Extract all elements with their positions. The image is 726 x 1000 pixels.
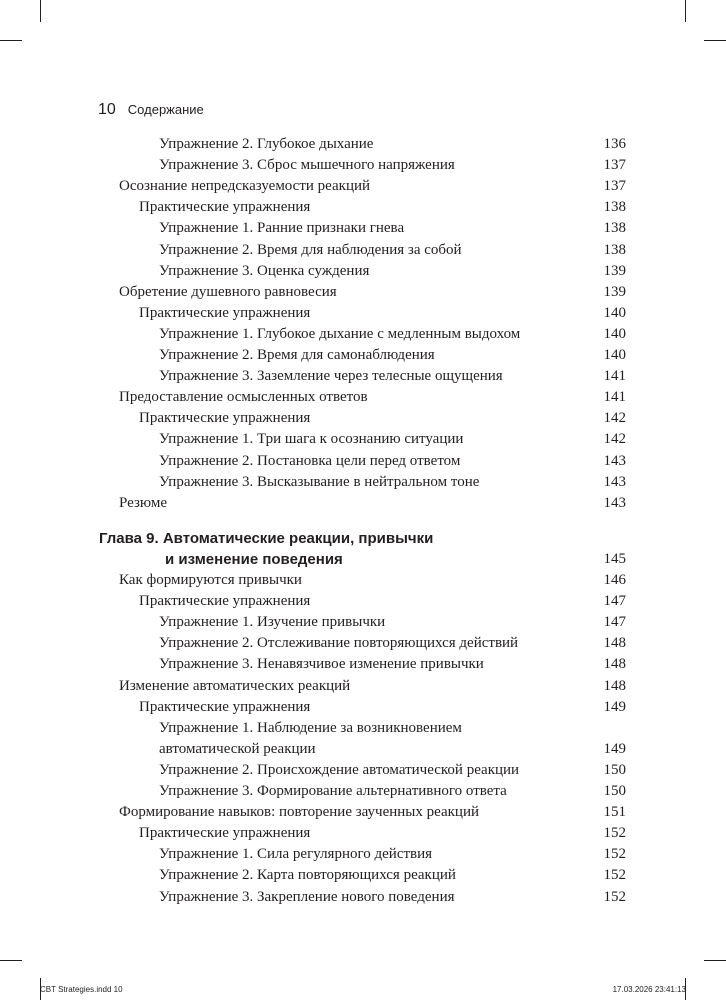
toc-entry[interactable] <box>159 429 626 450</box>
toc-entry[interactable] <box>159 218 626 239</box>
toc-entry[interactable] <box>139 408 626 429</box>
chapter-title-line1: Глава 9. Автоматические реакции, привычки <box>99 530 434 547</box>
toc-entry[interactable] <box>159 134 626 155</box>
toc-entry-title: Упражнение 2. Карта повторяющихся реакций <box>159 867 456 884</box>
chapter-heading[interactable] <box>99 528 626 570</box>
toc-entry-title: Упражнение 3. Формирование альтернативного ответа <box>159 783 507 799</box>
toc-entry-page: 141 <box>603 368 626 385</box>
toc-entry[interactable] <box>159 472 626 493</box>
toc-entry-page: 143 <box>603 452 626 469</box>
toc-entry[interactable] <box>159 718 626 760</box>
toc-entry-page: 150 <box>603 761 626 778</box>
toc-entry[interactable] <box>159 844 626 865</box>
toc-entry[interactable] <box>119 676 626 697</box>
toc-entry-page: 143 <box>603 494 626 511</box>
toc-entry-title: Предоставление осмысленных ответов <box>119 389 368 406</box>
toc-entry-title: Упражнение 1. Три шага к осознанию ситуации <box>159 431 464 448</box>
toc-entry[interactable] <box>159 760 626 781</box>
toc-entry-title: Упражнение 2. Время для самонаблюдения <box>159 347 435 363</box>
toc-entry[interactable] <box>119 570 626 591</box>
toc-entry[interactable] <box>159 261 626 282</box>
toc-entry-title: Как формируются привычки <box>119 572 302 588</box>
toc-entry-page: 152 <box>603 846 626 863</box>
toc-entry-title: Практические упражнения <box>139 825 311 842</box>
toc-entry[interactable] <box>139 697 626 718</box>
toc-entry-title: Упражнение 3. Высказывание в нейтральном тоне <box>159 473 480 490</box>
toc-entry[interactable] <box>159 345 626 366</box>
toc-entry-page: 141 <box>603 389 626 406</box>
toc-entry-title: Обретение душевного равновесия <box>119 283 337 300</box>
toc-entry-page: 150 <box>603 783 626 799</box>
toc-entry[interactable] <box>119 176 626 197</box>
toc-entry-page: 136 <box>603 136 626 152</box>
toc-entry[interactable] <box>139 197 626 218</box>
toc-entry-page: 139 <box>603 262 626 279</box>
toc-entry-page: 149 <box>603 698 626 715</box>
toc-entry-page: 139 <box>603 283 626 300</box>
toc-entry[interactable] <box>139 303 626 324</box>
toc-entry-page: 142 <box>603 410 626 427</box>
toc-entry-page: 148 <box>603 656 626 673</box>
toc-entry[interactable] <box>159 324 626 345</box>
toc-entry-page: 140 <box>603 347 626 363</box>
toc-entry-page: 147 <box>603 614 626 631</box>
toc-entry[interactable] <box>159 366 626 387</box>
toc-entry-title: Упражнение 2. Постановка цели перед ответом <box>159 452 461 469</box>
toc-entry-title: Практические упражнения <box>139 304 311 321</box>
toc-entry-title: Осознание непредсказуемости реакций <box>119 178 371 195</box>
toc-entry-title: Практические упражнения <box>139 698 311 715</box>
toc-entry-title: Упражнение 1. Изучение привычки <box>159 614 386 631</box>
toc-entry[interactable] <box>119 282 626 303</box>
toc-entry-page: 140 <box>603 304 626 321</box>
slug-date: 17.03.2026 23:41:13 <box>612 985 686 994</box>
toc-entry-page: 147 <box>603 593 626 610</box>
toc-entry[interactable] <box>159 781 626 802</box>
toc-entry-page: 148 <box>603 677 626 694</box>
toc-entry-page: 151 <box>603 804 626 821</box>
toc-entry[interactable] <box>159 155 626 176</box>
toc-entry-title: Резюме <box>119 494 168 511</box>
toc-entry[interactable] <box>119 802 626 823</box>
toc-entry[interactable] <box>159 654 626 675</box>
toc-entry-title: Практические упражнения <box>139 593 311 610</box>
toc-entry-title-continued: автоматической реакции <box>159 740 316 757</box>
toc-entry-page: 152 <box>603 825 626 842</box>
toc-entry-page: 138 <box>603 199 626 216</box>
chapter-title-line2: и изменение поведения <box>165 551 343 568</box>
toc-entry-title: Упражнение 1. Ранние признаки гнева <box>159 220 405 237</box>
toc-entry-page: 143 <box>603 473 626 490</box>
toc-entry[interactable] <box>159 451 626 472</box>
toc-entry-title: Практические упражнения <box>139 410 311 427</box>
chapter-page: 145 <box>603 551 626 567</box>
toc-entry[interactable] <box>159 612 626 633</box>
toc-entry-title: Упражнение 2. Глубокое дыхание <box>159 136 374 152</box>
toc-entry-title: Упражнение 3. Сброс мышечного напряжения <box>159 157 455 174</box>
toc-entry-title: Упражнение 3. Оценка суждения <box>159 262 370 279</box>
running-head-title: Содержание <box>127 102 204 117</box>
toc-entry[interactable] <box>139 823 626 844</box>
toc-entry-page: 142 <box>603 431 626 448</box>
toc-entry-page: 137 <box>603 178 626 195</box>
toc-entry[interactable] <box>159 865 626 886</box>
toc-entry[interactable] <box>159 240 626 261</box>
toc-entry-title: Практические упражнения <box>139 199 311 216</box>
toc-entry[interactable] <box>139 591 626 612</box>
toc-entry[interactable] <box>119 387 626 408</box>
toc-entry-title: Упражнение 3. Заземление через телесные ощущения <box>159 368 503 385</box>
toc-entry-title: Формирование навыков: повторение заученных реакций <box>119 804 480 821</box>
toc-entry-page: 138 <box>603 241 626 258</box>
toc-entry-page: 152 <box>603 888 626 905</box>
toc-entry-title: Упражнение 3. Ненавязчивое изменение привычки <box>159 656 484 673</box>
toc-entry[interactable] <box>159 887 626 908</box>
toc-entry-page: 146 <box>603 572 626 588</box>
toc-entry-title: Упражнение 3. Закрепление нового поведения <box>159 888 455 905</box>
toc-entry-title: Упражнение 1. Наблюдение за возникновением <box>159 719 462 736</box>
toc-entry-page: 149 <box>603 740 626 757</box>
toc-entry-page: 148 <box>603 635 626 652</box>
toc-entry-page: 152 <box>603 867 626 884</box>
toc-entry-title: Упражнение 2. Происхождение автоматической реакции <box>159 761 520 778</box>
toc-entry-page: 137 <box>603 157 626 174</box>
toc-entry-title: Упражнение 2. Отслеживание повторяющихся действий <box>159 635 519 652</box>
toc-entry[interactable] <box>119 493 626 514</box>
toc-entry-title: Изменение автоматических реакций <box>119 677 351 694</box>
toc-entry-title: Упражнение 2. Время для наблюдения за собой <box>159 241 462 258</box>
toc-entry-page: 138 <box>603 220 626 237</box>
toc-entry-page: 140 <box>603 325 626 342</box>
toc-entry-title: Упражнение 1. Сила регулярного действия <box>159 846 433 863</box>
toc-entry-title: Упражнение 1. Глубокое дыхание с медленным выдохом <box>159 325 521 342</box>
page-number: 10 <box>98 101 116 118</box>
toc-entry[interactable] <box>159 633 626 654</box>
slug-file: CBT Strategies.indd 10 <box>40 985 123 994</box>
